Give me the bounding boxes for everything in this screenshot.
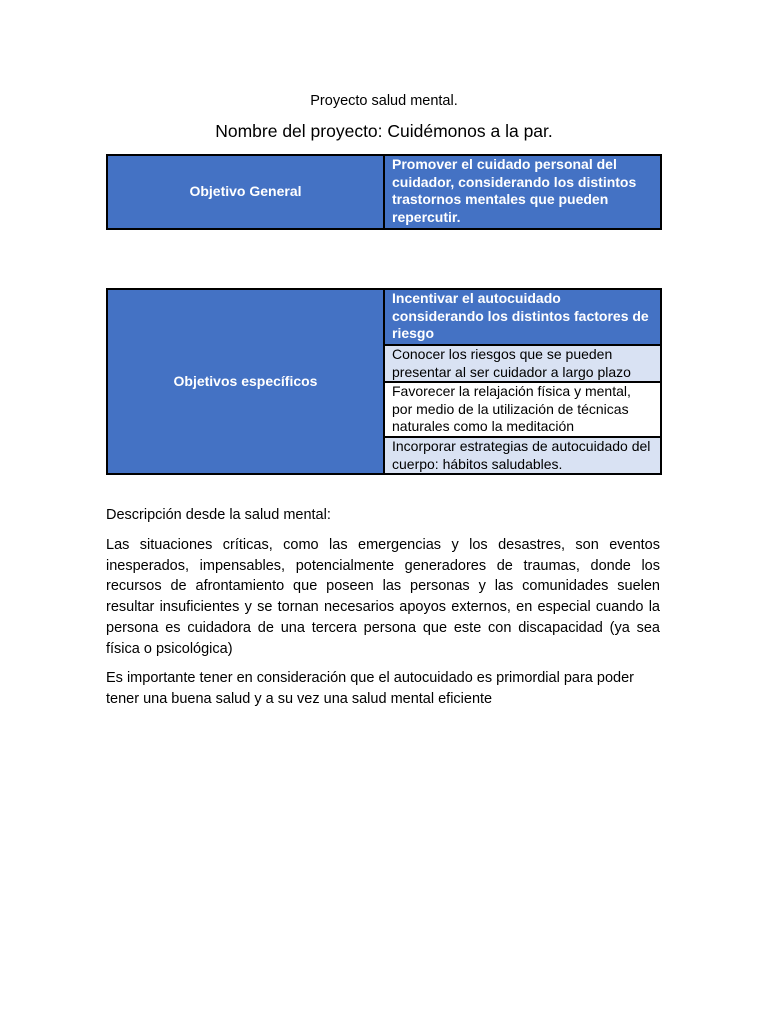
- document-title: Proyecto salud mental.: [310, 93, 458, 109]
- description-paragraph: Las situaciones críticas, como las emergencias y los desastres, son eventos inesperados, impensables, potencialmente generadores de traumas, donde los recursos de afrontamiento que poseen las personas y las comunidades suelen resultar insuficientes y se tornan necesarios apoyos externos, en especial cuando la persona es cuidadora de una tercera persona que este con discapacidad (ya sea física o psicológica): [106, 537, 660, 657]
- specific-objective-row: [107, 289, 661, 345]
- specific-objectives-label: Objetivos específicos: [107, 289, 384, 474]
- general-objective-table: [106, 154, 662, 230]
- general-objective-text: Promover el cuidado personal del cuidador, considerando los distintos trastornos mentales que pueden repercutir.: [384, 155, 661, 229]
- specific-objectives-table: [106, 288, 662, 475]
- general-objective-label: Objetivo General: [107, 155, 384, 229]
- description-paragraph: Es importante tener en consideración que el autocuidado es primordial para poder tener una buena salud y a su vez una salud mental eficiente: [106, 670, 634, 707]
- specific-objective-1: Incentivar el autocuidado considerando los distintos factores de riesgo: [384, 289, 661, 345]
- description-heading: Descripción desde la salud mental:: [106, 507, 331, 523]
- specific-objective-2: Conocer los riesgos que se pueden presentar al ser cuidador a largo plazo: [384, 345, 661, 382]
- specific-objective-4: Incorporar estrategias de autocuidado del cuerpo: hábitos saludables.: [384, 437, 661, 474]
- specific-objective-3: Favorecer la relajación física y mental, por medio de la utilización de técnicas naturales como la meditación: [384, 382, 661, 437]
- general-objective-row: [107, 155, 661, 229]
- project-name-heading: Nombre del proyecto: Cuidémonos a la par.: [215, 121, 553, 141]
